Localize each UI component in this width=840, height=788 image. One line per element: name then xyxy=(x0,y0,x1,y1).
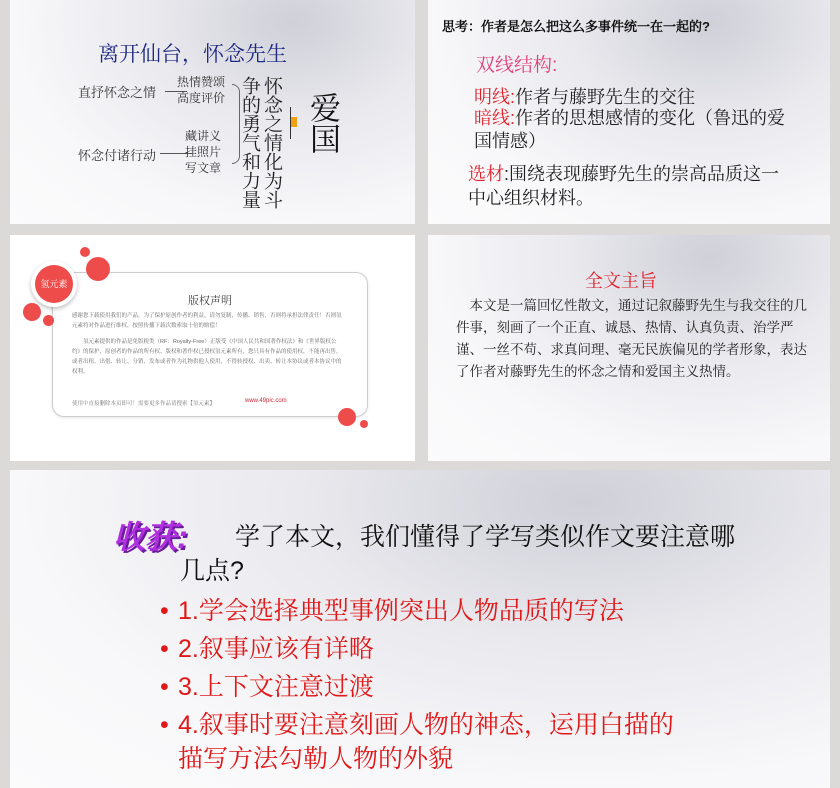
list-item: • 1.学会选择典型事例突出人物品质的写法 xyxy=(160,594,720,628)
slide-4[interactable] xyxy=(428,235,830,461)
vertical-text: 怀念之情化为斗 xyxy=(261,76,282,209)
sub-item: 藏讲义 xyxy=(185,129,222,143)
slide-1[interactable] xyxy=(10,0,415,224)
sub-item: 热情赞颂 xyxy=(177,75,226,89)
sub-item: 写文章 xyxy=(185,161,222,175)
notice-body xyxy=(72,311,342,377)
deco-circle xyxy=(23,303,41,321)
paragraph: 感谢您下载使用我们的产品，为了保护原创作者的利益，请勿复制、传播、销售，否则将承担法律责任！否则氢元素将对作品进行维权，按照传播下载次数索取十倍的赔偿！ xyxy=(72,313,342,329)
branch-label: 直抒怀念之情 xyxy=(78,85,157,100)
list-item: • 3.上下文注意过渡 xyxy=(160,670,720,704)
label: 明线: xyxy=(474,87,516,107)
slide-5[interactable] xyxy=(10,470,830,788)
sub-item: 挂照片 xyxy=(185,145,222,159)
points-list xyxy=(160,594,720,776)
branch-label: 怀念付诸行动 xyxy=(78,148,157,163)
notice-title: 版权声明 xyxy=(188,295,232,307)
slide-title: 离开仙台，怀念先生 xyxy=(98,43,287,66)
arrow-icon xyxy=(290,107,297,139)
text: :围绕表现藤野先生的崇高品质这一中心组织材料。 xyxy=(468,164,779,208)
label: 暗线: xyxy=(474,108,516,128)
vertical-text: 争的勇气和力量 xyxy=(239,76,260,209)
intro-text: 学了本文，我们懂得了学写类似作文要注意哪几点? xyxy=(180,523,736,585)
list-item: • 2.叙事应该有详略 xyxy=(160,632,720,666)
point-text: 4.叙事时要注意刻画人物的神态，运用白描的描写方法勾勒人物的外貌 xyxy=(178,711,674,773)
sub-items xyxy=(177,74,225,106)
slide-3[interactable] xyxy=(10,235,415,461)
list-item: • 4.叙事时要注意刻画人物的神态，运用白描的描写方法勾勒人物的外貌 xyxy=(160,708,720,776)
heading: 双线结构: xyxy=(476,55,558,76)
sub-item: 高度评价 xyxy=(177,91,226,105)
badge-ring xyxy=(31,261,77,307)
sub-items xyxy=(185,128,221,176)
notice-footer: 使用中直接删除本页即可！需要更多作品请搜索【氢元素】 xyxy=(72,401,216,407)
question: 思考：作者是怎么把这么多事件统一在一起的? xyxy=(442,19,710,34)
paragraph: 氢元素提供的作品是免版税类（RF：Royalty-Free）正版受《中国人民共和国著作权法》和《世界版权公约》的保护，原创者的作品的所有权、版权和著作权已授权氢元素所有，您只具有作品的使用权，不能再出售，或者出租、出借、转让、分销、发布或者作为礼物供他人使用，不得转授权、出卖、转让本协议或者本协议中的权利。 xyxy=(72,339,342,375)
deco-circle xyxy=(86,257,110,281)
slide-2[interactable] xyxy=(428,0,830,224)
line2 xyxy=(474,107,794,153)
harvest-label: 收获: xyxy=(113,519,188,555)
deco-circle xyxy=(80,247,90,257)
deco-circle xyxy=(360,420,368,428)
summary-text: 本文是一篇回忆性散文，通过记叙藤野先生与我交往的几件事，刻画了一个正直、诚恳、热情、认真负责、治学严谨、一丝不苟、求真问理、毫无民族偏见的学者形象，表达了作者对藤野先生的怀念之情和爱国主义热情。 xyxy=(456,298,807,379)
deco-circle xyxy=(338,408,356,426)
point-text: 2.叙事应该有详略 xyxy=(178,635,374,663)
result-text: 爱国 xyxy=(305,92,340,154)
point-text: 3.上下文注意过渡 xyxy=(178,673,374,701)
site-link[interactable]: www.49pic.com xyxy=(245,398,287,404)
label: 选材 xyxy=(468,164,504,184)
selection xyxy=(468,162,788,210)
brand-badge: 氢元素 xyxy=(35,265,73,303)
deco-circle xyxy=(43,315,54,326)
slide-title: 全文主旨 xyxy=(585,271,657,291)
text: 作者的思想感情的变化（鲁迅的爱国情感） xyxy=(474,108,786,151)
point-text: 1.学会选择典型事例突出人物品质的写法 xyxy=(178,597,624,625)
line1 xyxy=(474,83,695,109)
text: 作者与藤野先生的交往 xyxy=(515,87,696,107)
